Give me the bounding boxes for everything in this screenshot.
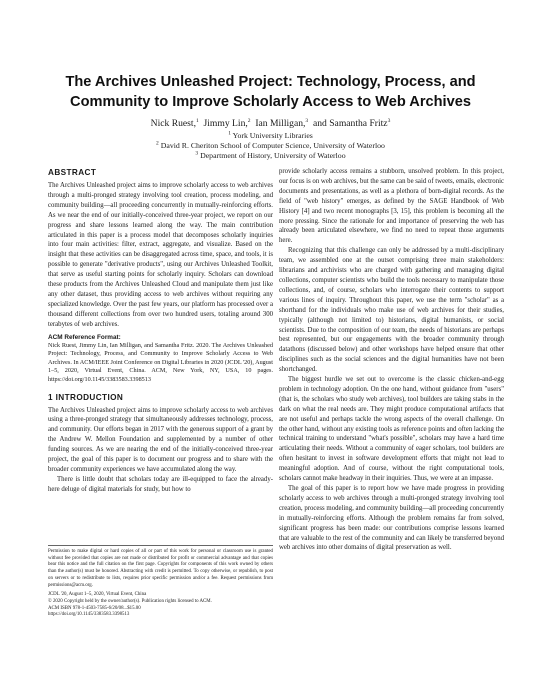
body-paragraph: The biggest hurdle we set out to overcome is the classic chicken-and-egg problem in technology adoption. On the one hand, without guidance from "users" (that is, the scholars who study web archives), tool builders are taking stabs in the dark on what the real needs are. They might produce computational artifacts that are not useful and perhaps tackle the wrong aspects of the overall challenge. On the other hand, without any existing tools as reference points and often lacking the technical training to understand "what's possible", scholars may have a hard time articulating their needs. Without a community of eager scholars, tool builders are often hesitant to invest in software development efforts that might not lead to meaningful adoption. And of course, without the right computational tools, scholars cannot make headway in their inquiries. Thus, we were at an impasse.	[279, 376, 504, 483]
author-affiliation-mark: 1	[195, 117, 199, 124]
affiliation-mark: 2	[156, 140, 159, 147]
right-column	[279, 167, 504, 553]
venue-text: JCDL '20, August 1–5, 2020, Virtual Event, China	[48, 592, 147, 598]
introduction-heading: 1 INTRODUCTION	[48, 392, 124, 402]
affiliation-mark: 1	[228, 130, 231, 137]
title-line-1: The Archives Unleashed Project: Technology, Process, and	[65, 74, 476, 90]
affiliation	[40, 151, 501, 161]
permission-text: Permission to make digital or hard copies of all or part of this work for personal or classroom use is granted without fee provided that copies are not made or distributed for profit or commercial advantage and that copies bear this notice and the full citation on the first page. Copyrights for components of this work owned by others than the author(s) must be honored. Abstracting with credit is permitted. To copy otherwise, or republish, to post on servers or to redistribute to lists, requires prior specific permission and/or a fee. Request permissions from permissions@acm.org.	[48, 549, 273, 588]
reference-format-text: Nick Ruest, Jimmy Lin, Ian Milligan, and Samantha Fritz. 2020. The Archives Unleashed Project: Technology, Process, and Community to Improve Scholarly Access to Web Archives. In ACM/IEEE Joint Conference on Digital Libraries in 2020 (JCDL '20), August 1–5, 2020, Virtual Event, China. ACM, New York, NY, USA, 10 pages. https://doi.org/10.1145/3383583.3398513	[48, 341, 273, 383]
title-line-2: Community to Improve Scholarly Access to Web Archives	[70, 94, 471, 110]
author-list	[40, 118, 501, 130]
affiliation	[40, 131, 501, 141]
body-paragraph: The goal of this paper is to report how we have made progress in providing scholarly access to web archives through a multi-pronged strategy involving tool creation, process modeling, and community building—all proceeding concurrently in mutually-reinforcing efforts. Although the problem remains far from solved, significant progress has been made: our contributions comprise lessons learned that are valuable to the rest of the community and can likely be transferred beyond web archives into other domains of digital preservation as well.	[279, 485, 504, 552]
paper-title	[40, 72, 501, 112]
abstract-text: The Archives Unleashed project aims to improve scholarly access to web archives through a multi-pronged strategy involving tool creation, process modeling, and community building—all proceeding concurrently in mutually-reinforcing efforts. As we near the end of our initially-conceived three-year project, we report on our progress and share lessons learned along the way. The main contribution articulated in this paper is a process model that decomposes scholarly inquiries into four main activities: filter, extract, aggregate, and visualize. Based on the insight that these activities can be disaggregated across time, space, and tools, it is possible to generate "derivative products", using our Archives Unleashed Toolkit, that serve as useful starting points for scholarly inquiry. Scholars can download these products from the Archives Unleashed Cloud and manipulate them just like any other dataset, thus providing access to web archives without requiring any specialized knowledge. Over the past few years, our platform has processed over a thousand different collections from over two hundred users, totaling around 300 terabytes of web archives.	[48, 182, 273, 328]
author-name: Nick Ruest,	[150, 118, 196, 129]
reference-format-heading: ACM Reference Format:	[48, 333, 121, 341]
affiliation-text: David R. Cheriton School of Computer Science, University of Waterloo	[160, 141, 385, 150]
introduction-paragraph: There is little doubt that scholars today are ill-equipped to face the already-here deluge of digital materials for study, but how to	[48, 475, 273, 493]
author-affiliation-mark: 2	[247, 117, 251, 124]
affiliation-mark: 3	[195, 150, 199, 157]
left-column	[48, 167, 273, 495]
permission-footnote	[48, 545, 273, 619]
author-name: Ian Milligan,	[255, 118, 306, 129]
affiliation-text: Department of History, University of Waterloo	[200, 151, 346, 160]
body-paragraph: provide scholarly access remains a stubborn, unsolved problem. In this project, our focus is on web archives, but the same can be said of tweets, emails, electronic documents and presentations, as well as a plethora of born-digital records. As the field of "web history" emerges, as defined by the SAGE Handbook of Web History [4] and two recent monographs [3, 15], this problem is becoming all the more pressing. Since the rationale for and importance of preserving the web has already been articulated elsewhere, we find no need to repeat those arguments here.	[279, 168, 504, 245]
copyright-text: © 2020 Copyright held by the owner/author(s). Publication rights licensed to ACM.	[48, 598, 212, 604]
affiliation-text: York University Libraries	[232, 131, 313, 140]
author-affiliation-mark: 3	[305, 117, 309, 124]
author-name: Jimmy Lin,	[203, 118, 248, 129]
author-affiliation-mark: 3	[387, 117, 391, 124]
author-name: and Samantha Fritz	[312, 118, 388, 129]
abstract-heading: ABSTRACT	[48, 168, 97, 177]
doi-link[interactable]: https://doi.org/10.1145/3383583.3398513	[48, 612, 130, 618]
introduction-paragraph: The Archives Unleashed project aims to improve scholarly access to web archives using a three-pronged strategy that simultaneously addresses technology, process, and community. Our efforts began in 2017 with the generous support of a grant by the Andrew W. Mellon Foundation and supplemented by a number of other funding sources. As we are nearing the end of the initially-conceived three-year project, the goal of this paper is to document our progress and to share with the broader community experiences we have accumulated along the way.	[48, 406, 273, 473]
affiliation	[40, 141, 501, 151]
body-paragraph: Recognizing that this challenge can only be addressed by a multi-disciplinary team, we assembled one at the outset comprising three main stakeholders: librarians and archivists who are charged with gathering and managing digital collections, computer scientists who build the tools necessary to manipulate those collections, and, of course, scholars who interrogate their contents to support various lines of inquiry. Throughout this paper, we use the term "scholar" as a shorthand for the individuals who make use of web archives for their studies, typically (although not limited to) historians, digital humanists, or social scientists. Due to the composition of our team, the needs of historians are perhaps best represented, but our engagements with the broader community through datathons (discussed below) and other workshops have helped ensure that other disciplines such as the social sciences and the digital humanities have not been shortchanged.	[279, 247, 504, 374]
isbn-text: ACM ISBN 978-1-4503-7585-6/20/08...$15.00	[48, 605, 141, 611]
